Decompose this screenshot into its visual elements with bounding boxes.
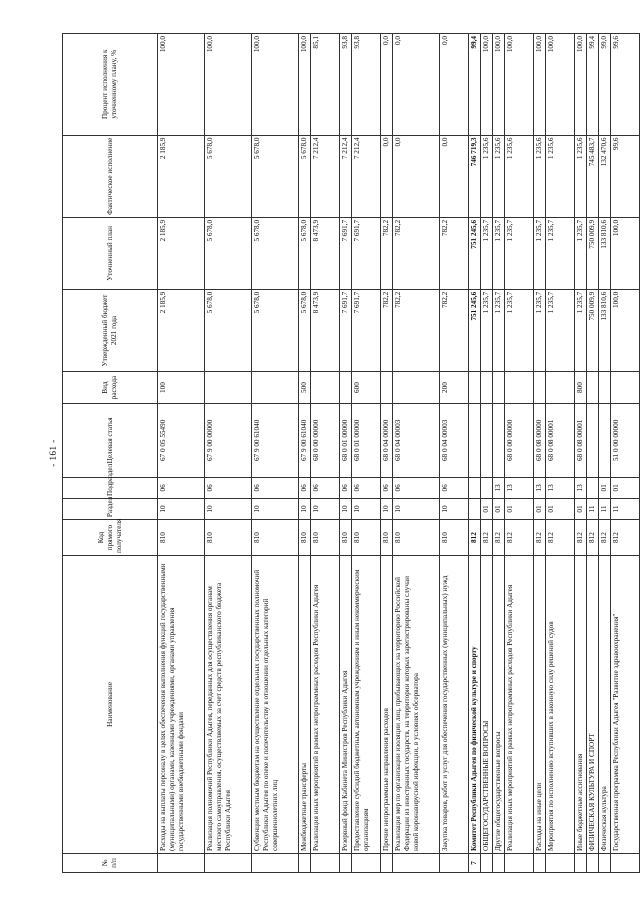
cell-razdel: 10 <box>299 498 311 519</box>
cell-approved: 5 678,0 <box>299 289 311 371</box>
cell-code: 812 <box>546 519 575 555</box>
cell-code: 810 <box>340 519 352 555</box>
cell-razdel: 11 <box>599 498 611 519</box>
cell-approved: 782,2 <box>440 289 469 371</box>
cell-actual: 5 678,0 <box>299 135 311 217</box>
cell-approved: 750 009,9 <box>587 289 599 371</box>
cell-article <box>469 403 481 477</box>
cell-approved: 782,2 <box>393 289 440 371</box>
cell-code: 810 <box>311 519 340 555</box>
cell-name: Комитет Республики Адыгея по физической культуре и спорту <box>469 555 481 853</box>
cell-num <box>546 853 575 872</box>
cell-name: Реализация иных мероприятий в рамках непрограммных расходов Республики Адыгея <box>311 555 340 853</box>
cell-code: 812 <box>481 519 493 555</box>
cell-approved: 1 235,7 <box>534 289 546 371</box>
cell-vid <box>599 371 611 403</box>
cell-approved: 5 678,0 <box>205 289 252 371</box>
cell-actual: 2 185,9 <box>158 135 205 217</box>
cell-percent: 85,1 <box>311 33 340 135</box>
cell-percent: 100,0 <box>299 33 311 135</box>
cell-name: Другие общегосударственные вопросы <box>493 555 505 853</box>
cell-percent: 93,8 <box>352 33 381 135</box>
cell-code: 810 <box>158 519 205 555</box>
cell-approved: 1 235,7 <box>546 289 575 371</box>
budget-table <box>62 33 640 873</box>
cell-podrazdel: 06 <box>158 477 205 498</box>
cell-actual: 7 212,4 <box>352 135 381 217</box>
cell-podrazdel: 06 <box>352 477 381 498</box>
cell-approved: 8 473,9 <box>311 289 340 371</box>
cell-num <box>340 853 352 872</box>
cell-percent: 100,0 <box>493 33 505 135</box>
cell-approved: 782,2 <box>381 289 393 371</box>
cell-approved: 1 235,7 <box>493 289 505 371</box>
cell-code: 812 <box>599 519 611 555</box>
cell-article: 68 0 08 00000 <box>534 403 546 477</box>
cell-razdel: 01 <box>575 498 587 519</box>
cell-article: 68 0 08 00001 <box>575 403 587 477</box>
cell-name: Расходы на иные цели <box>534 555 546 853</box>
header-code: Код прямого получателя <box>63 519 158 555</box>
cell-actual: 0,0 <box>440 135 469 217</box>
cell-percent: 99,4 <box>469 33 481 135</box>
table-row <box>311 33 340 872</box>
cell-approved: 751 245,6 <box>469 289 481 371</box>
cell-vid: 800 <box>575 371 587 403</box>
table-row <box>299 33 311 872</box>
cell-code: 810 <box>352 519 381 555</box>
cell-article: 68 0 00 00000 <box>505 403 534 477</box>
cell-code: 810 <box>252 519 299 555</box>
cell-podrazdel: 06 <box>252 477 299 498</box>
cell-podrazdel: 01 <box>611 477 640 498</box>
cell-actual: 7 212,4 <box>340 135 352 217</box>
table-row <box>587 33 599 872</box>
cell-num <box>440 853 469 872</box>
table-row <box>534 33 546 872</box>
cell-vid <box>381 371 393 403</box>
header-vid: Вид расхода <box>63 371 158 403</box>
cell-num <box>599 853 611 872</box>
cell-refined: 5 678,0 <box>252 217 299 289</box>
table-body <box>158 33 640 872</box>
header-actual: Фактическое исполнение <box>63 135 158 217</box>
cell-refined: 782,2 <box>440 217 469 289</box>
cell-podrazdel <box>481 477 493 498</box>
cell-name: Межбюджетные трансферты <box>299 555 311 853</box>
cell-vid <box>205 371 252 403</box>
cell-num <box>587 853 599 872</box>
cell-article: 68 0 04 00003 <box>393 403 440 477</box>
cell-podrazdel: 06 <box>299 477 311 498</box>
cell-code: 810 <box>393 519 440 555</box>
cell-num <box>299 853 311 872</box>
cell-article: 67 9 00 61040 <box>299 403 311 477</box>
cell-article <box>599 403 611 477</box>
cell-code: 812 <box>587 519 599 555</box>
cell-vid <box>340 371 352 403</box>
cell-percent: 99,4 <box>587 33 599 135</box>
cell-vid <box>469 371 481 403</box>
table-header-row <box>63 33 158 872</box>
table-row <box>505 33 534 872</box>
cell-refined: 782,2 <box>381 217 393 289</box>
cell-actual: 1 235,6 <box>575 135 587 217</box>
cell-approved: 133 810,6 <box>599 289 611 371</box>
cell-article: 68 0 00 00000 <box>311 403 340 477</box>
cell-vid <box>611 371 640 403</box>
cell-podrazdel <box>587 477 599 498</box>
cell-podrazdel: 06 <box>311 477 340 498</box>
cell-num <box>481 853 493 872</box>
cell-razdel: 10 <box>381 498 393 519</box>
cell-vid: 600 <box>352 371 381 403</box>
cell-refined: 100,0 <box>611 217 640 289</box>
cell-actual: 1 235,6 <box>505 135 534 217</box>
cell-approved: 5 678,0 <box>252 289 299 371</box>
cell-vid <box>493 371 505 403</box>
cell-actual: 0,0 <box>381 135 393 217</box>
cell-num <box>311 853 340 872</box>
cell-actual: 7 212,4 <box>311 135 340 217</box>
cell-podrazdel: 06 <box>393 477 440 498</box>
cell-actual: 1 235,6 <box>534 135 546 217</box>
cell-approved: 2 185,9 <box>158 289 205 371</box>
cell-razdel: 10 <box>311 498 340 519</box>
header-razdel: Раздел <box>63 498 158 519</box>
cell-num <box>505 853 534 872</box>
table-row <box>440 33 469 872</box>
cell-article: 68 0 04 00003 <box>440 403 469 477</box>
table-row <box>469 33 481 872</box>
table-row <box>340 33 352 872</box>
cell-name: Расходы на выплаты персоналу в целях обеспечения выполнения функций государственными (муниципальными) органами, казенными учреждениями, органами управления государственными внебюджетными фондами <box>158 555 205 853</box>
cell-actual: 746 719,3 <box>469 135 481 217</box>
cell-num <box>352 853 381 872</box>
cell-code: 810 <box>205 519 252 555</box>
cell-vid <box>481 371 493 403</box>
cell-name: Реализация полномочий Республики Адыгея, переданных для осуществления органам местного самоуправления, осуществляемых за счет средств республиканского бюджета Республики Адыгея <box>205 555 252 853</box>
cell-article: 68 0 01 00000 <box>352 403 381 477</box>
cell-percent: 99,6 <box>611 33 640 135</box>
cell-name: Государственная программа Республики Адыгея "Развитие здравоохранения" <box>611 555 640 853</box>
cell-refined: 5 678,0 <box>299 217 311 289</box>
table-row <box>158 33 205 872</box>
cell-code: 812 <box>611 519 640 555</box>
cell-podrazdel: 13 <box>505 477 534 498</box>
cell-actual: 1 235,6 <box>481 135 493 217</box>
cell-approved: 100,0 <box>611 289 640 371</box>
cell-article: 68 0 01 00000 <box>340 403 352 477</box>
cell-actual: 5 678,0 <box>205 135 252 217</box>
cell-num <box>381 853 393 872</box>
table-row <box>393 33 440 872</box>
cell-refined: 782,2 <box>393 217 440 289</box>
cell-actual: 5 678,0 <box>252 135 299 217</box>
header-percent: Процент исполнения к уточненному плану, % <box>63 33 158 135</box>
cell-num <box>158 853 205 872</box>
table-row <box>252 33 299 872</box>
cell-article: 68 0 04 00000 <box>381 403 393 477</box>
cell-num <box>611 853 640 872</box>
cell-refined: 1 235,7 <box>575 217 587 289</box>
cell-percent: 100,0 <box>252 33 299 135</box>
cell-name: Физическая культура <box>599 555 611 853</box>
cell-approved: 1 235,7 <box>481 289 493 371</box>
cell-vid: 200 <box>440 371 469 403</box>
cell-podrazdel: 06 <box>440 477 469 498</box>
cell-num <box>534 853 546 872</box>
cell-razdel: 10 <box>340 498 352 519</box>
cell-approved: 7 691,7 <box>340 289 352 371</box>
cell-vid <box>505 371 534 403</box>
cell-razdel: 10 <box>440 498 469 519</box>
cell-article: 67 9 00 61040 <box>252 403 299 477</box>
cell-refined: 1 235,7 <box>505 217 534 289</box>
table-row <box>599 33 611 872</box>
cell-actual: 132 470,6 <box>599 135 611 217</box>
cell-refined: 1 235,7 <box>481 217 493 289</box>
cell-num <box>493 853 505 872</box>
table-row <box>381 33 393 872</box>
cell-podrazdel: 06 <box>205 477 252 498</box>
cell-refined: 750 009,9 <box>587 217 599 289</box>
cell-podrazdel: 13 <box>575 477 587 498</box>
cell-percent: 0,0 <box>381 33 393 135</box>
cell-podrazdel: 01 <box>599 477 611 498</box>
cell-code: 810 <box>440 519 469 555</box>
cell-percent: 100,0 <box>205 33 252 135</box>
cell-name: Мероприятия по исполнению вступивших в законную силу решений судов <box>546 555 575 853</box>
cell-podrazdel <box>469 477 481 498</box>
cell-refined: 133 810,6 <box>599 217 611 289</box>
cell-num <box>575 853 587 872</box>
header-approved: Утвержденный бюджет 2021 года <box>63 289 158 371</box>
cell-name: Субвенции местным бюджетам на осуществление отдельных государственных полномочий Республики Адыгея по опеке и попечительству в отношении отдельных категорий совершеннолетних лиц <box>252 555 299 853</box>
cell-vid <box>393 371 440 403</box>
header-article: Целевая статья <box>63 403 158 477</box>
cell-name: Иные бюджетные ассигнования <box>575 555 587 853</box>
cell-article <box>493 403 505 477</box>
cell-podrazdel: 06 <box>340 477 352 498</box>
cell-num <box>205 853 252 872</box>
cell-refined: 1 235,7 <box>493 217 505 289</box>
cell-percent: 0,0 <box>393 33 440 135</box>
cell-code: 812 <box>469 519 481 555</box>
cell-article: 68 0 08 00001 <box>546 403 575 477</box>
cell-percent: 100,0 <box>481 33 493 135</box>
cell-name: Закупка товаров, работ и услуг для обеспечения государственных (муниципальных) нужд <box>440 555 469 853</box>
cell-percent: 100,0 <box>575 33 587 135</box>
cell-article <box>587 403 599 477</box>
cell-code: 810 <box>381 519 393 555</box>
rotated-page-content <box>48 29 620 877</box>
table-row <box>205 33 252 872</box>
cell-razdel: 10 <box>205 498 252 519</box>
cell-podrazdel: 06 <box>381 477 393 498</box>
cell-refined: 7 691,7 <box>340 217 352 289</box>
cell-num <box>393 853 440 872</box>
cell-actual: 1 235,6 <box>493 135 505 217</box>
cell-razdel: 10 <box>352 498 381 519</box>
cell-razdel: 11 <box>611 498 640 519</box>
cell-refined: 751 245,6 <box>469 217 481 289</box>
cell-vid <box>534 371 546 403</box>
cell-code: 812 <box>493 519 505 555</box>
cell-actual: 745 483,7 <box>587 135 599 217</box>
cell-name: Прочие непрограммные направления расходов <box>381 555 393 853</box>
cell-name: Реализация мер по организации изоляции лиц, прибывающих на территорию Российской Федерации из иностранных государств, на территории которых зарегистрированы случаи новой коронавирусной инфекции, в условиях обсерватора <box>393 555 440 853</box>
cell-refined: 2 185,9 <box>158 217 205 289</box>
cell-code: 812 <box>534 519 546 555</box>
cell-refined: 1 235,7 <box>534 217 546 289</box>
cell-refined: 5 678,0 <box>205 217 252 289</box>
cell-code: 812 <box>575 519 587 555</box>
cell-article <box>481 403 493 477</box>
table-row <box>611 33 640 872</box>
cell-percent: 100,0 <box>505 33 534 135</box>
cell-refined: 7 691,7 <box>352 217 381 289</box>
cell-podrazdel: 13 <box>493 477 505 498</box>
cell-razdel: 10 <box>393 498 440 519</box>
table-row <box>493 33 505 872</box>
cell-actual: 0,0 <box>393 135 440 217</box>
cell-razdel: 01 <box>546 498 575 519</box>
cell-percent: 100,0 <box>158 33 205 135</box>
cell-razdel: 01 <box>534 498 546 519</box>
cell-num <box>252 853 299 872</box>
cell-podrazdel: 13 <box>534 477 546 498</box>
cell-percent: 0,0 <box>440 33 469 135</box>
header-podrazdel: Подраздел <box>63 477 158 498</box>
cell-approved: 1 235,7 <box>575 289 587 371</box>
header-refined: Уточненный план <box>63 217 158 289</box>
cell-razdel: 11 <box>587 498 599 519</box>
cell-podrazdel: 13 <box>546 477 575 498</box>
page-number: - 161 - <box>48 438 58 467</box>
cell-razdel: 01 <box>481 498 493 519</box>
cell-razdel: 10 <box>252 498 299 519</box>
cell-code: 812 <box>505 519 534 555</box>
cell-name: ФИЗИЧЕСКАЯ КУЛЬТУРА И СПОРТ <box>587 555 599 853</box>
cell-actual: 99,6 <box>611 135 640 217</box>
cell-name: ОБЩЕГОСУДАРСТВЕННЫЕ ВОПРОСЫ <box>481 555 493 853</box>
cell-approved: 1 235,7 <box>505 289 534 371</box>
cell-razdel: 01 <box>493 498 505 519</box>
cell-percent: 93,8 <box>340 33 352 135</box>
cell-name: Резервный фонд Кабинета Министров Республики Адыгея <box>340 555 352 853</box>
cell-num: 7 <box>469 853 481 872</box>
cell-vid: 500 <box>299 371 311 403</box>
cell-razdel <box>469 498 481 519</box>
cell-razdel: 10 <box>158 498 205 519</box>
header-num: № п/п <box>63 853 158 872</box>
cell-vid <box>546 371 575 403</box>
cell-percent: 99,0 <box>599 33 611 135</box>
cell-refined: 8 473,9 <box>311 217 340 289</box>
cell-vid <box>587 371 599 403</box>
cell-percent: 100,0 <box>534 33 546 135</box>
cell-percent: 100,0 <box>546 33 575 135</box>
cell-razdel: 01 <box>505 498 534 519</box>
cell-actual: 1 235,6 <box>546 135 575 217</box>
cell-vid <box>252 371 299 403</box>
table-row <box>575 33 587 872</box>
cell-name: Предоставление субсидий бюджетным, автономным учреждениям и иным некоммерческим организациям <box>352 555 381 853</box>
cell-article: 51 0 00 00000 <box>611 403 640 477</box>
cell-vid: 100 <box>158 371 205 403</box>
table-row <box>352 33 381 872</box>
cell-approved: 7 691,7 <box>352 289 381 371</box>
table-row <box>481 33 493 872</box>
cell-vid <box>311 371 340 403</box>
cell-code: 810 <box>299 519 311 555</box>
cell-name: Реализация иных мероприятий в рамках непрограммных расходов Республики Адыгея <box>505 555 534 853</box>
cell-article: 67 0 05 55490 <box>158 403 205 477</box>
cell-refined: 1 235,7 <box>546 217 575 289</box>
cell-article: 67 9 00 00000 <box>205 403 252 477</box>
table-row <box>546 33 575 872</box>
header-name: Наименование <box>63 555 158 853</box>
